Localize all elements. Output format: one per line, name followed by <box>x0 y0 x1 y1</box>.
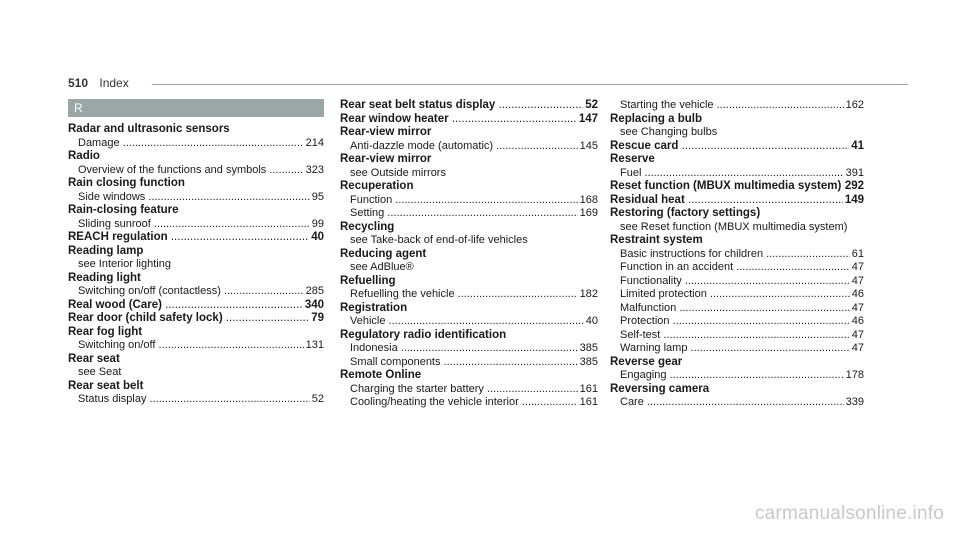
index-term-text: Reversing camera <box>610 382 710 395</box>
index-term-text: Rain-closing feature <box>68 204 179 216</box>
page-reference[interactable]: 47 <box>851 328 864 341</box>
index-entry <box>610 153 864 180</box>
index-term-text: Restraint system <box>610 234 703 246</box>
index-column-3 <box>610 99 864 410</box>
index-subentry-text: Malfunction ..... <box>620 302 850 316</box>
index-subentry-text: Vehicle ..... <box>350 315 584 329</box>
index-entry <box>610 383 864 410</box>
index-subentry <box>340 234 598 248</box>
index-subentry <box>68 191 324 205</box>
index-term-text: Rear-view mirror <box>340 153 432 165</box>
index-subentry-text: see Changing bulbs <box>620 126 718 138</box>
index-subentry <box>610 167 864 181</box>
index-subentry <box>340 167 598 181</box>
page-reference[interactable]: 178 <box>845 369 864 381</box>
index-term <box>610 180 864 194</box>
page-reference[interactable]: 340 <box>304 298 324 311</box>
page-reference[interactable]: 46 <box>851 288 864 300</box>
index-subentry-text: see Outside mirrors <box>350 166 446 179</box>
index-entry <box>340 126 598 153</box>
index-subentry <box>340 356 598 370</box>
index-entry <box>610 234 864 356</box>
index-entry <box>340 221 598 248</box>
index-subentry <box>340 288 598 302</box>
page-reference[interactable]: 214 <box>305 136 324 149</box>
index-term <box>68 326 324 340</box>
index-subentry <box>68 285 324 299</box>
index-subentry <box>610 275 864 289</box>
index-subentry <box>340 396 598 410</box>
page-reference[interactable]: 52 <box>311 393 324 405</box>
page-reference[interactable]: 95 <box>311 190 324 203</box>
index-subentry-text: Refuelling the vehicle ..... <box>350 288 578 302</box>
page-reference[interactable]: 292 <box>844 180 864 192</box>
index-subentry <box>340 207 598 221</box>
page-reference[interactable]: 162 <box>845 99 864 111</box>
index-term <box>340 180 598 194</box>
index-term <box>340 302 598 316</box>
index-entry <box>340 329 598 370</box>
section-letter-header: R <box>68 99 324 117</box>
index-subentry-text: Care ..... <box>620 396 844 410</box>
index-entry <box>68 380 324 407</box>
index-subentry-text: Side windows ..... <box>78 191 310 205</box>
index-entry <box>340 113 598 127</box>
index-subentry-text: see Take-back of end-of-life vehicles <box>350 234 528 246</box>
index-term-text: Radar and ultrasonic sensors <box>68 123 230 135</box>
index-term <box>610 383 864 397</box>
index-entry <box>68 272 324 299</box>
index-term-text: Refuelling <box>340 274 396 287</box>
page-reference[interactable]: 391 <box>845 166 864 179</box>
index-term <box>610 140 864 154</box>
index-term-text: Reducing agent <box>340 247 427 260</box>
index-entry <box>610 356 864 383</box>
page-reference[interactable]: 61 <box>851 247 864 260</box>
index-term-text: Registration <box>340 301 408 314</box>
index-subentry-text: Starting the vehicle ..... <box>620 99 844 113</box>
index-subentry-text: Functionality ..... <box>620 275 850 289</box>
index-term <box>610 207 864 221</box>
page-reference[interactable]: 46 <box>851 315 864 327</box>
page-reference[interactable]: 385 <box>579 355 598 368</box>
index-subentry-text: Switching on/off ..... <box>78 339 304 353</box>
index-term-text: Remote Online <box>340 369 422 381</box>
index-entry <box>68 326 324 353</box>
index-term-text: Reading light <box>68 271 141 284</box>
page-reference[interactable]: 385 <box>579 342 598 354</box>
index-subentry-text: Sliding sunroof ..... <box>78 218 310 232</box>
index-subentry-text: see Interior lighting <box>78 258 171 270</box>
index-subentry-text: Switching on/off (contactless) ..... <box>78 285 304 299</box>
index-term-text: Real wood (Care) ..... <box>68 299 303 313</box>
index-term-text: Reverse gear <box>610 355 683 368</box>
index-subentry <box>340 140 598 154</box>
page-reference[interactable]: 161 <box>579 382 598 395</box>
index-entry <box>68 299 324 313</box>
page-reference[interactable]: 41 <box>851 139 864 152</box>
index-subentry-text: Indonesia ..... <box>350 342 578 356</box>
index-subentry <box>340 383 598 397</box>
index-subentry <box>68 339 324 353</box>
index-subentry-text: Limited protection ..... <box>620 288 850 302</box>
index-term-text: Residual heat ..... <box>610 194 843 208</box>
index-subentry-text: Status display ..... <box>78 393 310 407</box>
index-entry <box>340 99 598 113</box>
index-entry <box>610 140 864 154</box>
index-subentry <box>68 258 324 272</box>
index-term <box>340 275 598 289</box>
index-term <box>340 99 598 113</box>
index-term <box>340 369 598 383</box>
index-subentry-text: Protection ..... <box>620 315 850 329</box>
index-subentry-text: see Seat <box>78 366 122 378</box>
page-number: 510 <box>68 76 89 90</box>
index-entry <box>340 369 598 410</box>
index-term <box>610 194 864 208</box>
index-term <box>68 177 324 191</box>
index-entry <box>340 153 598 180</box>
index-term <box>340 126 598 140</box>
index-term <box>610 234 864 248</box>
index-term-text: Rear seat belt status display ..... <box>340 99 583 113</box>
page-reference[interactable]: 339 <box>845 396 864 408</box>
index-subentry-text: Overview of the functions and symbols ..... <box>78 164 304 178</box>
index-term-text: REACH regulation ..... <box>68 231 309 245</box>
page-reference[interactable]: 79 <box>311 312 324 324</box>
page-title: Index <box>99 76 129 90</box>
page-reference[interactable]: 40 <box>311 231 324 243</box>
index-entry <box>340 275 598 302</box>
index-subentry <box>610 248 864 262</box>
page-reference[interactable]: 131 <box>305 339 324 351</box>
page-header <box>68 76 129 90</box>
index-subentry-text: Function ..... <box>350 194 578 208</box>
page-reference[interactable]: 47 <box>851 342 864 354</box>
index-term <box>68 245 324 259</box>
index-term-text: Rear seat <box>68 352 120 365</box>
page-reference[interactable]: 40 <box>585 315 598 327</box>
index-entry <box>68 245 324 272</box>
index-term-text: Rear fog light <box>68 325 143 338</box>
page-reference[interactable]: 182 <box>579 288 598 300</box>
index-entry <box>68 312 324 326</box>
index-entry <box>68 177 324 204</box>
index-entry <box>610 207 864 234</box>
index-subentry-text: Basic instructions for children ..... <box>620 248 850 262</box>
page-reference[interactable]: 323 <box>305 163 324 176</box>
index-subentry <box>610 99 864 113</box>
index-subentry <box>610 302 864 316</box>
index-subentry <box>340 342 598 356</box>
index-entry <box>610 180 864 194</box>
index-subentry <box>610 369 864 383</box>
index-term <box>610 153 864 167</box>
index-term <box>68 312 324 326</box>
index-term <box>68 299 324 313</box>
index-term-text: Restoring (factory settings) <box>610 207 761 219</box>
index-subentry <box>68 393 324 407</box>
index-term-text: Rear-view mirror <box>340 126 432 138</box>
index-subentry <box>340 194 598 208</box>
page-reference[interactable]: 47 <box>851 274 864 287</box>
index-entry <box>340 180 598 221</box>
index-subentry <box>610 261 864 275</box>
page-reference[interactable]: 47 <box>851 261 864 273</box>
index-subentry <box>610 329 864 343</box>
index-subentry <box>610 315 864 329</box>
index-term <box>610 356 864 370</box>
index-subentry <box>68 218 324 232</box>
page-reference[interactable]: 149 <box>844 193 864 206</box>
index-subentry-text: Fuel ..... <box>620 167 844 181</box>
index-term-text: Rear window heater ..... <box>340 113 577 127</box>
index-subentry-text: Setting ..... <box>350 207 578 221</box>
index-subentry-text: Function in an accident ..... <box>620 261 850 275</box>
index-entry <box>68 353 324 380</box>
index-term-text: Reading lamp <box>68 244 144 257</box>
index-subentry <box>610 221 864 235</box>
index-term-text: Rear seat belt <box>68 379 144 392</box>
index-subentry <box>610 396 864 410</box>
index-entry <box>340 248 598 275</box>
index-subentry <box>68 164 324 178</box>
index-subentry-text: see AdBlue® <box>350 261 414 273</box>
index-subentry <box>340 315 598 329</box>
index-term-text: Rear door (child safety lock) ..... <box>68 312 309 326</box>
index-term-text: Recycling <box>340 220 395 233</box>
page-reference[interactable]: 145 <box>579 139 598 152</box>
index-subentry-text: Self-test ..... <box>620 329 850 343</box>
index-term <box>340 329 598 343</box>
header-divider <box>152 84 908 85</box>
index-subentry <box>610 288 864 302</box>
index-subentry-text: Cooling/heating the vehicle interior ..... <box>350 396 578 410</box>
index-subentry <box>340 261 598 275</box>
index-term <box>68 204 324 218</box>
index-term <box>68 150 324 164</box>
index-subentry <box>68 366 324 380</box>
index-subentry-text: Engaging ..... <box>620 369 844 383</box>
index-term-text: Recuperation <box>340 180 414 192</box>
page-reference[interactable]: 99 <box>311 217 324 230</box>
index-subentry-text: Warning lamp ..... <box>620 342 850 356</box>
index-entry <box>68 204 324 231</box>
index-term <box>610 113 864 127</box>
page-reference[interactable]: 285 <box>305 285 324 297</box>
page-reference[interactable]: 161 <box>579 396 598 408</box>
page-reference[interactable]: 168 <box>579 193 598 206</box>
index-subentry-text: see Reset function (MBUX multimedia system) <box>620 220 848 233</box>
index-subentry <box>610 342 864 356</box>
watermark: carmanualsonline.info <box>754 503 944 524</box>
index-term <box>68 353 324 367</box>
index-term-text: Rescue card ..... <box>610 140 849 154</box>
page-reference[interactable]: 147 <box>578 112 598 125</box>
index-entry <box>68 123 324 150</box>
index-subentry-text: Charging the starter battery ..... <box>350 383 578 397</box>
index-term-text: Replacing a bulb <box>610 112 703 125</box>
index-entry <box>68 231 324 245</box>
index-subentry-text: Small components ..... <box>350 356 578 370</box>
index-entry <box>610 99 864 113</box>
index-term-text: Radio <box>68 150 100 162</box>
index-term-text: Regulatory radio identification <box>340 328 507 341</box>
index-term-text: Reserve <box>610 153 655 165</box>
index-entry <box>340 302 598 329</box>
index-entry <box>68 150 324 177</box>
index-subentry-text: Damage ..... <box>78 137 304 151</box>
index-term-text: Reset function (MBUX multimedia system) ..... <box>610 180 843 194</box>
index-subentry <box>610 126 864 140</box>
index-term-text: Rain closing function <box>68 177 185 189</box>
index-subentry-text: Anti-dazzle mode (automatic) ..... <box>350 140 578 154</box>
index-entry <box>610 113 864 140</box>
index-term <box>340 113 598 127</box>
index-term <box>340 153 598 167</box>
index-term <box>68 380 324 394</box>
index-term <box>340 248 598 262</box>
page-reference[interactable]: 47 <box>851 301 864 314</box>
index-column-2 <box>340 99 598 410</box>
index-term <box>340 221 598 235</box>
index-subentry <box>68 137 324 151</box>
index-term <box>68 231 324 245</box>
index-term <box>68 123 324 137</box>
page-reference[interactable]: 52 <box>585 99 598 111</box>
page-reference[interactable]: 169 <box>579 207 598 219</box>
index-column-1 <box>68 99 324 407</box>
index-entry <box>610 194 864 208</box>
index-term <box>68 272 324 286</box>
